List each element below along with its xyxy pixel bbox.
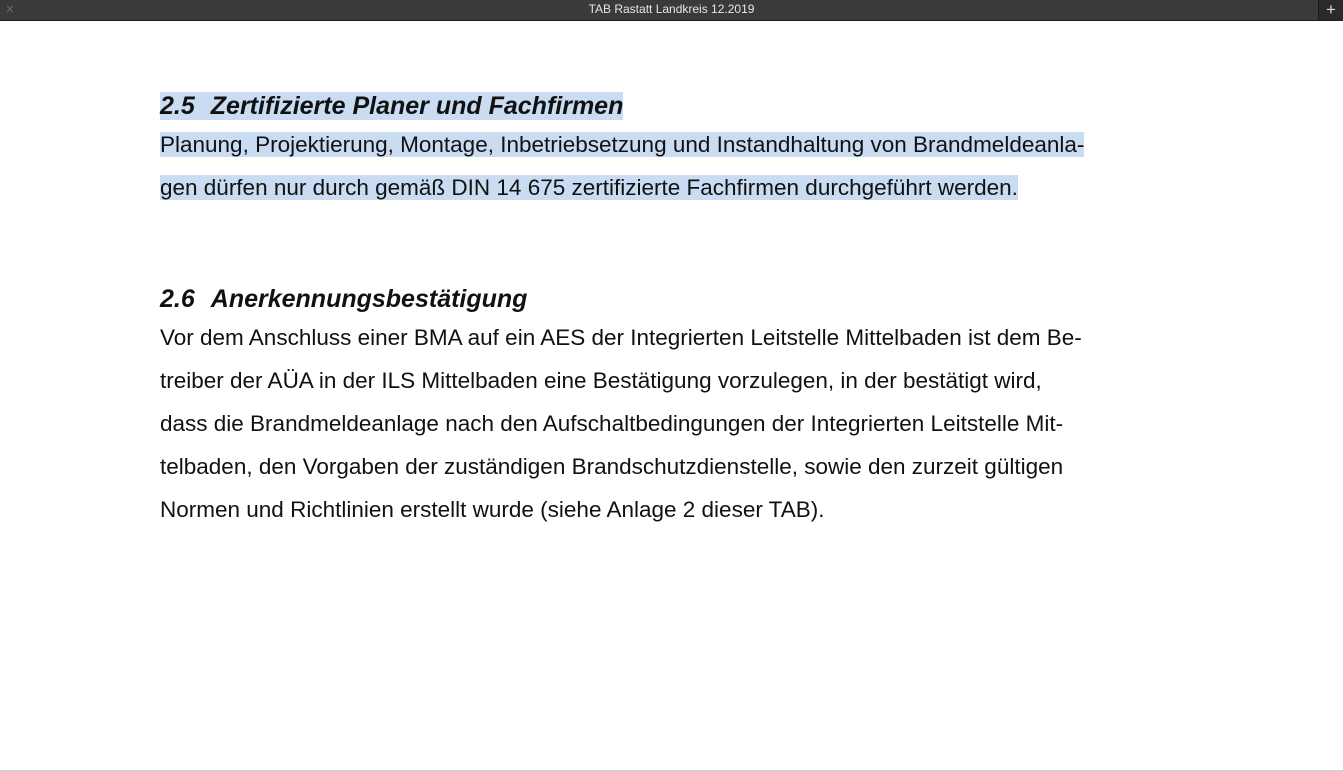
selected-text: Planung, Projektierung, Montage, Inbetriebsetzung und Instandhaltung von Brandmeldeanla- <box>160 132 1085 157</box>
section-2-5 <box>160 90 1190 209</box>
paragraph-line <box>160 166 1190 209</box>
document-view[interactable] <box>0 21 1343 770</box>
paragraph-line: treiber der AÜA in der ILS Mittelbaden eine Bestätigung vorzulegen, in der bestätigt wird, <box>160 368 1042 393</box>
window-titlebar <box>0 0 1343 21</box>
section-number: 2.6 <box>160 285 195 313</box>
section-title: Zertifizierte Planer und Fachfirmen <box>210 92 624 120</box>
section-paragraph[interactable] <box>160 316 1190 531</box>
selected-text: gen dürfen nur durch gemäß DIN 14 675 zertifizierte Fachfirmen durchgeführt werden. <box>160 175 1018 200</box>
paragraph-line <box>160 123 1190 166</box>
close-icon[interactable]: ✕ <box>5 4 15 16</box>
section-paragraph[interactable] <box>160 123 1190 209</box>
new-tab-button[interactable] <box>1318 0 1343 20</box>
paragraph-line: telbaden, den Vorgaben der zuständigen Brandschutzdienstelle, sowie den zurzeit gültigen <box>160 454 1064 479</box>
heading-text <box>160 92 623 120</box>
section-heading <box>160 90 1190 122</box>
paragraph-line: dass die Brandmeldeanlage nach den Aufschaltbedingungen der Integrierten Leitstelle Mit- <box>160 411 1064 436</box>
paragraph-line: Normen und Richtlinien erstellt wurde (siehe Anlage 2 dieser TAB). <box>160 497 825 522</box>
section-title: Anerkennungsbestätigung <box>210 285 528 313</box>
plus-icon: + <box>1326 0 1336 19</box>
window-title: TAB Rastatt Landkreis 12.2019 <box>588 2 755 16</box>
section-2-6 <box>160 283 1190 531</box>
paragraph-line: Vor dem Anschluss einer BMA auf ein AES der Integrierten Leitstelle Mittelbaden ist dem Be- <box>160 325 1082 350</box>
section-number: 2.5 <box>160 92 195 120</box>
section-heading <box>160 283 1190 315</box>
